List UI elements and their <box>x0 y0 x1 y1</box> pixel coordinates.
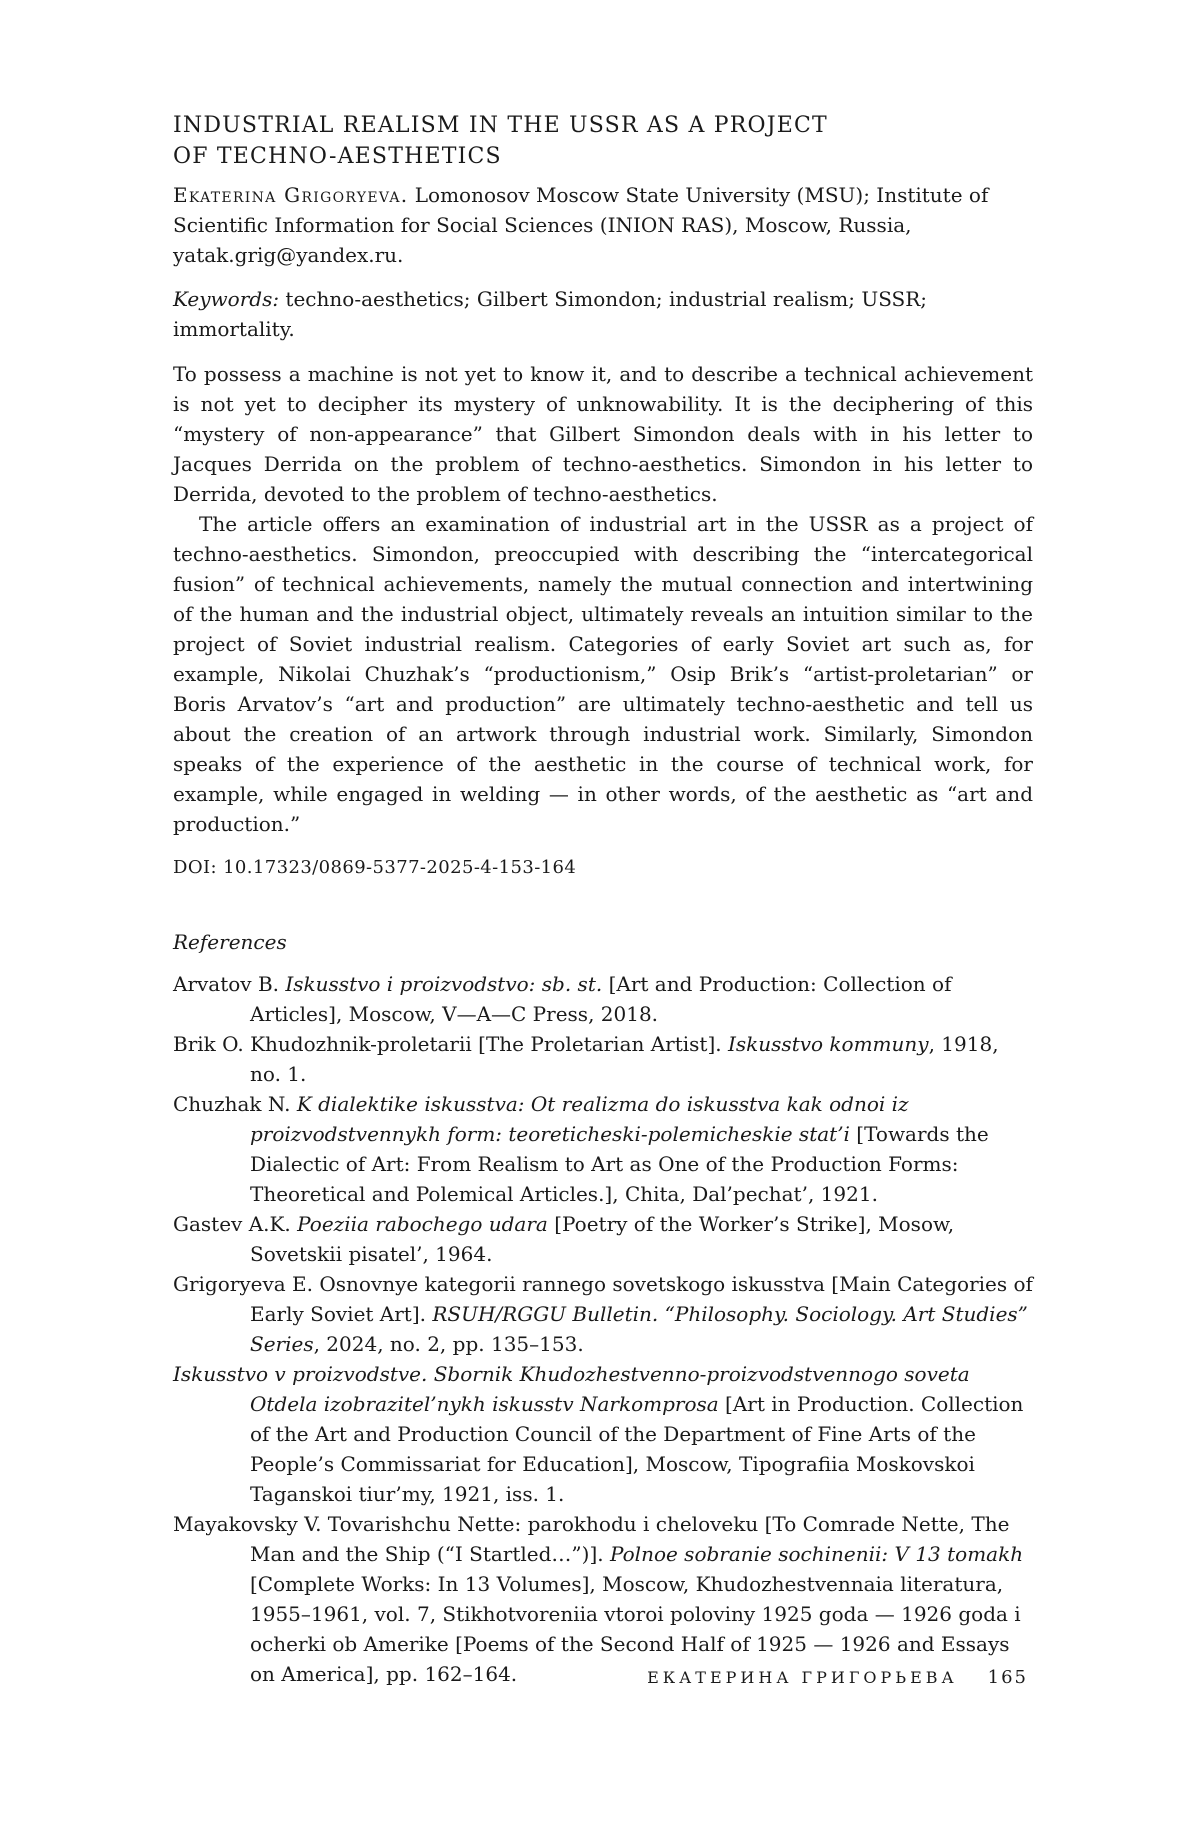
article-title-line-2: OF TECHNO-AESTHETICS <box>173 144 502 169</box>
reference-item: Mayakovsky V. Tovarishchu Nette: parokhodu i cheloveku [To Comrade Nette, The Man and the Ship (“I Startled…”)]. Polnoe sobranie sochinenii: V 13 tomakh [Complete Works: In 13 Volumes], Moscow, Khudozhestvennaia literatura, 1955–1961, vol. 7, Stikhotvoreniia vtoroi poloviny 1925 goda — 1926 goda i ocherki ob Amerike [Poems of the Second Half of 1925 — 1926 and Essays on America], pp. 162–164. <box>173 1512 1024 1686</box>
references-heading: References <box>173 930 287 954</box>
author-name: Ekaterina Grigoryeva. <box>173 183 409 207</box>
article-title-line-1: INDUSTRIAL REALISM IN THE USSR AS A PROJECT <box>173 113 828 138</box>
article-page <box>173 110 1033 1689</box>
abstract-paragraph-1: To possess a machine is not yet to know it, and to describe a technical achievement is not yet to decipher its mystery of unknowability. It is the deciphering of this “mystery of non-appearance” that Gilbert Simondon deals with in his letter to Jacques Derrida on the problem of techno-aesthetics. Simondon in his letter to Derrida, devoted to the problem of techno-aesthetics. <box>173 362 1033 506</box>
reference-item: Gastev A.K. Poeziia rabochego udara [Poetry of the Worker’s Strike], Mosow, Sovetskii pisatel’, 1964. <box>173 1212 955 1266</box>
keywords <box>173 284 1033 344</box>
references-list <box>173 969 1033 1689</box>
keywords-text: techno-aesthetics; Gilbert Simondon; industrial realism; USSR; immortality. <box>173 287 928 341</box>
reference-item: Brik O. Khudozhnik-proletarii [The Proletarian Artist]. Iskusstvo kommuny, 1918, no. 1. <box>173 1032 999 1086</box>
reference-item: Grigoryeva E. Osnovnye kategorii rannego sovetskogo iskusstva [Main Categories of Early Soviet Art]. RSUH/RGGU Bulletin. “Philosophy. Sociology. Art Studies” Series, 2024, no. 2, pp. 135–153. <box>173 1272 1033 1356</box>
author-affiliation-block <box>173 180 1033 270</box>
doi: DOI: 10.17323/0869-5377-2025-4-153-164 <box>173 857 577 878</box>
abstract <box>173 359 1033 839</box>
author-affiliation: Lomonosov Moscow State University (MSU); Institute of Scientific Information for Social Sciences (INION RAS), Moscow, Russia, yatak.grig@yandex.ru. <box>173 183 989 267</box>
reference-item: Chuzhak N. K dialektike iskusstva: Ot realizma do iskusstva kak odnoi iz proizvodstvennykh form: teoreticheski-polemicheskie stat’i [Towards the Dialectic of Art: From Realism to Art as One of the Production Forms: Theoretical and Polemical Articles.], Chita, Dal’pechat’, 1921. <box>173 1092 989 1206</box>
running-head-author: ЕКАТЕРИНА ГРИГОРЬЕВА <box>647 1668 958 1687</box>
article-title <box>173 110 1033 172</box>
reference-item: Iskusstvo v proizvodstve. Sbornik Khudozhestvenno-proizvodstvennogo soveta Otdela izobrazitel’nykh iskusstv Narkomprosa [Art in Production. Collection of the Art and Production Council of the Department of Fine Arts of the People’s Commissariat for Education], Moscow, Tipografiia Moskovskoi Taganskoi tiur’my, 1921, iss. 1. <box>173 1362 1024 1506</box>
running-footer <box>173 1667 1028 1688</box>
reference-item: Arvatov B. Iskusstvo i proizvodstvo: sb. st. [Art and Production: Collection of Articles], Moscow, V—A—C Press, 2018. <box>173 972 952 1026</box>
abstract-paragraph-2: The article offers an examination of industrial art in the USSR as a project of techno-aesthetics. Simondon, preoccupied with describing the “intercategorical fusion” of technical achievements, namely the mutual connection and intertwining of the human and the industrial object, ultimately reveals an intuition similar to the project of Soviet industrial realism. Categories of early Soviet art such as, for example, Nikolai Chuzhak’s “productionism,” Osip Brik’s “artist-proletarian” or Boris Arvatov’s “art and production” are ultimately techno-aesthetic and tell us about the creation of an artwork through industrial work. Similarly, Simondon speaks of the experience of the aesthetic in the course of technical work, for example, while engaged in welding — in other words, of the aesthetic as “art and production.” <box>173 512 1033 836</box>
keywords-label: Keywords: <box>173 287 280 311</box>
page-number: 165 <box>987 1667 1028 1688</box>
